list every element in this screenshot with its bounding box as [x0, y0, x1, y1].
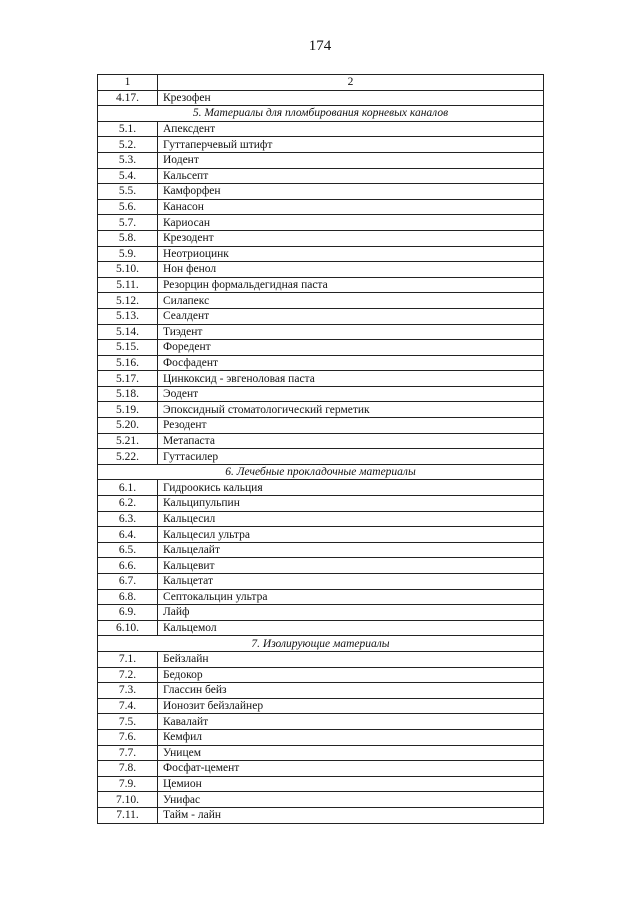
item-number: 5.17.	[98, 371, 158, 387]
table-row	[98, 199, 544, 215]
table-row	[98, 386, 544, 402]
table-row	[98, 308, 544, 324]
table-row	[98, 340, 544, 356]
table-row	[98, 262, 544, 278]
table-row	[98, 511, 544, 527]
item-name: Сеалдент	[158, 308, 544, 324]
section-title: 5. Материалы для пломбирования корневых каналов	[98, 106, 544, 122]
item-number: 5.14.	[98, 324, 158, 340]
table-row	[98, 683, 544, 699]
section-title: 7. Изолирующие материалы	[98, 636, 544, 652]
section-header-row	[98, 464, 544, 480]
item-name: Силапекс	[158, 293, 544, 309]
item-name: Бедокор	[158, 667, 544, 683]
table-row	[98, 293, 544, 309]
item-number: 6.10.	[98, 620, 158, 636]
table-row	[98, 651, 544, 667]
table-row	[98, 449, 544, 465]
item-name: Эпоксидный стоматологический герметик	[158, 402, 544, 418]
item-name: Кальцелайт	[158, 542, 544, 558]
item-number: 6.3.	[98, 511, 158, 527]
item-number: 6.5.	[98, 542, 158, 558]
item-name: Глассин бейз	[158, 683, 544, 699]
item-name: Канасон	[158, 199, 544, 215]
item-name: Кальцевит	[158, 558, 544, 574]
item-name: Септокальцин ультра	[158, 589, 544, 605]
item-number: 5.10.	[98, 262, 158, 278]
table-row	[98, 277, 544, 293]
table-row	[98, 215, 544, 231]
item-name: Крезофен	[158, 90, 544, 106]
table-row	[98, 402, 544, 418]
item-name: Кавалайт	[158, 714, 544, 730]
item-number: 5.12.	[98, 293, 158, 309]
item-name: Кальцемол	[158, 620, 544, 636]
item-name: Цемион	[158, 776, 544, 792]
item-name: Ионозит бейзлайнер	[158, 698, 544, 714]
table-row	[98, 184, 544, 200]
table-row	[98, 480, 544, 496]
table-row	[98, 230, 544, 246]
item-number: 7.9.	[98, 776, 158, 792]
table-row	[98, 605, 544, 621]
item-number: 7.4.	[98, 698, 158, 714]
table-row	[98, 168, 544, 184]
table-header-row	[98, 75, 544, 91]
table-row	[98, 418, 544, 434]
item-name: Тиэдент	[158, 324, 544, 340]
item-number: 6.2.	[98, 496, 158, 512]
item-name: Кемфил	[158, 729, 544, 745]
table-row	[98, 589, 544, 605]
item-name: Иодент	[158, 152, 544, 168]
section-header-row	[98, 636, 544, 652]
item-number: 7.11.	[98, 807, 158, 823]
item-name: Гуттаперчевый штифт	[158, 137, 544, 153]
table-row	[98, 137, 544, 153]
table-row	[98, 776, 544, 792]
item-name: Резорцин формальдегидная паста	[158, 277, 544, 293]
item-name: Кальцетат	[158, 574, 544, 590]
item-number: 5.15.	[98, 340, 158, 356]
table-row	[98, 558, 544, 574]
item-name: Резодент	[158, 418, 544, 434]
table-row	[98, 152, 544, 168]
item-number: 7.1.	[98, 651, 158, 667]
item-name: Унифас	[158, 792, 544, 808]
section-header-row	[98, 106, 544, 122]
item-name: Форедент	[158, 340, 544, 356]
table-row	[98, 745, 544, 761]
item-name: Неотриоцинк	[158, 246, 544, 262]
item-number: 7.6.	[98, 729, 158, 745]
item-number: 5.19.	[98, 402, 158, 418]
table-row	[98, 496, 544, 512]
item-number: 5.8.	[98, 230, 158, 246]
table-row	[98, 807, 544, 823]
item-name: Крезодент	[158, 230, 544, 246]
item-name: Кальципульпин	[158, 496, 544, 512]
item-number: 7.2.	[98, 667, 158, 683]
item-name: Уницем	[158, 745, 544, 761]
item-name: Фосфадент	[158, 355, 544, 371]
item-number: 5.11.	[98, 277, 158, 293]
table-row	[98, 792, 544, 808]
table-row	[98, 371, 544, 387]
item-number: 4.17.	[98, 90, 158, 106]
item-number: 5.5.	[98, 184, 158, 200]
item-name: Камфорфен	[158, 184, 544, 200]
item-name: Нон фенол	[158, 262, 544, 278]
column-header-1: 1	[98, 75, 158, 91]
item-number: 5.2.	[98, 137, 158, 153]
item-name: Апексдент	[158, 121, 544, 137]
item-number: 7.3.	[98, 683, 158, 699]
materials-table	[97, 74, 544, 824]
item-name: Фосфат-цемент	[158, 761, 544, 777]
item-number: 5.6.	[98, 199, 158, 215]
item-name: Гуттасилер	[158, 449, 544, 465]
item-number: 6.9.	[98, 605, 158, 621]
item-name: Цинкоксид - эвгеноловая паста	[158, 371, 544, 387]
item-number: 5.18.	[98, 386, 158, 402]
table-row	[98, 90, 544, 106]
table-row	[98, 667, 544, 683]
item-number: 5.13.	[98, 308, 158, 324]
table-row	[98, 355, 544, 371]
table-row	[98, 324, 544, 340]
table-row	[98, 620, 544, 636]
item-number: 7.10.	[98, 792, 158, 808]
table-row	[98, 527, 544, 543]
item-number: 6.8.	[98, 589, 158, 605]
item-name: Бейзлайн	[158, 651, 544, 667]
item-number: 7.7.	[98, 745, 158, 761]
table-body	[98, 75, 544, 824]
table-row	[98, 574, 544, 590]
page-number: 174	[308, 38, 332, 54]
table-row	[98, 246, 544, 262]
item-number: 6.7.	[98, 574, 158, 590]
item-number: 5.3.	[98, 152, 158, 168]
item-name: Кальцесил	[158, 511, 544, 527]
item-number: 5.22.	[98, 449, 158, 465]
item-number: 5.21.	[98, 433, 158, 449]
item-name: Кальсепт	[158, 168, 544, 184]
item-number: 5.20.	[98, 418, 158, 434]
item-number: 7.5.	[98, 714, 158, 730]
item-number: 5.9.	[98, 246, 158, 262]
item-name: Метапаста	[158, 433, 544, 449]
item-number: 7.8.	[98, 761, 158, 777]
item-name: Кариосан	[158, 215, 544, 231]
section-title: 6. Лечебные прокладочные материалы	[98, 464, 544, 480]
table-row	[98, 542, 544, 558]
column-header-2: 2	[158, 75, 544, 91]
item-number: 5.7.	[98, 215, 158, 231]
table-row	[98, 433, 544, 449]
table-row	[98, 729, 544, 745]
item-number: 6.4.	[98, 527, 158, 543]
item-name: Кальцесил ультра	[158, 527, 544, 543]
table-row	[98, 121, 544, 137]
item-name: Лайф	[158, 605, 544, 621]
item-name: Эодент	[158, 386, 544, 402]
item-number: 6.1.	[98, 480, 158, 496]
item-number: 6.6.	[98, 558, 158, 574]
table-row	[98, 698, 544, 714]
table-row	[98, 714, 544, 730]
item-number: 5.1.	[98, 121, 158, 137]
item-name: Тайм - лайн	[158, 807, 544, 823]
item-number: 5.16.	[98, 355, 158, 371]
table-row	[98, 761, 544, 777]
item-name: Гидроокись кальция	[158, 480, 544, 496]
item-number: 5.4.	[98, 168, 158, 184]
